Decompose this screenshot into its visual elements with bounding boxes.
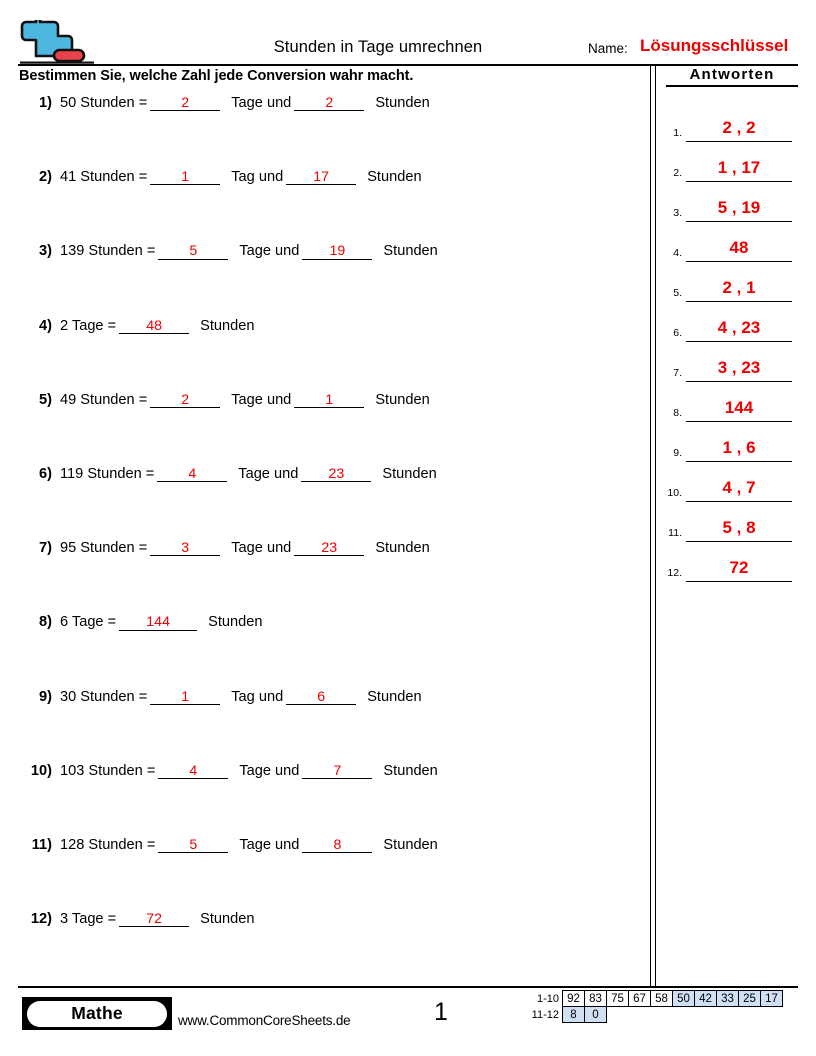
problem-connector: Tag und bbox=[231, 688, 284, 705]
answer-value: 4 , 7 bbox=[686, 478, 792, 502]
problem-row bbox=[18, 838, 638, 912]
problem-row bbox=[18, 764, 638, 838]
answer-row bbox=[660, 262, 800, 302]
answer-blank[interactable]: 2 bbox=[150, 96, 220, 111]
problem-connector: Tage und bbox=[231, 95, 292, 111]
answer-blank[interactable]: 5 bbox=[158, 838, 228, 853]
problem-unit: Stunden bbox=[383, 836, 438, 853]
answer-blank[interactable]: 1 bbox=[150, 690, 220, 705]
problem-prompt: 128 Stunden = bbox=[60, 836, 156, 853]
answer-number: 11. bbox=[668, 527, 682, 539]
answer-row bbox=[660, 102, 800, 142]
answer-number: 9. bbox=[673, 447, 682, 459]
problem-row bbox=[18, 912, 638, 986]
answer-blank[interactable]: 19 bbox=[302, 244, 372, 259]
instruction-text: Bestimmen Sie, welche Zahl jede Conversion wahr macht. bbox=[19, 68, 414, 84]
problem-number: 9) bbox=[39, 688, 52, 705]
answer-blank[interactable]: 23 bbox=[294, 541, 364, 556]
problem-connector: Tage und bbox=[231, 540, 292, 557]
problem-number: 4) bbox=[39, 317, 52, 334]
plus-minus-logo-icon bbox=[18, 20, 96, 64]
problem-number: 2) bbox=[39, 169, 52, 186]
problem-prompt: 95 Stunden = bbox=[60, 540, 148, 557]
problem-number: 6) bbox=[39, 465, 52, 482]
problem-number: 3) bbox=[39, 243, 52, 260]
score-cell: 50 bbox=[672, 990, 695, 1007]
problem-unit: Stunden bbox=[375, 391, 430, 408]
problem-unit: Stunden bbox=[200, 317, 255, 334]
answer-blank[interactable]: 4 bbox=[158, 764, 228, 779]
answer-number: 7. bbox=[673, 367, 682, 379]
page-number: 1 bbox=[434, 998, 448, 1026]
problem-number: 11) bbox=[31, 836, 52, 853]
answer-row bbox=[660, 542, 800, 582]
score-cell: 33 bbox=[716, 990, 739, 1007]
score-row bbox=[527, 991, 783, 1007]
problem-prompt: 119 Stunden = bbox=[60, 465, 155, 482]
score-cell: 83 bbox=[584, 990, 607, 1007]
answer-value: 72 bbox=[686, 558, 792, 582]
answer-blank[interactable]: 7 bbox=[302, 764, 372, 779]
problem-prompt: 103 Stunden = bbox=[60, 762, 156, 779]
problem-prompt: 2 Tage = bbox=[60, 317, 117, 334]
answer-number: 3. bbox=[673, 207, 682, 219]
problem-row bbox=[18, 319, 638, 393]
problem-unit: Stunden bbox=[383, 762, 438, 779]
answer-value: 3 , 23 bbox=[686, 358, 792, 382]
problem-unit: Stunden bbox=[208, 614, 263, 631]
answer-value: 4 , 23 bbox=[686, 318, 792, 342]
problem-unit: Stunden bbox=[367, 169, 422, 186]
problem-prompt: 30 Stunden = bbox=[60, 688, 148, 705]
score-range-label: 1-10 bbox=[536, 993, 559, 1005]
problem-prompt: 3 Tage = bbox=[60, 911, 117, 928]
subject-badge bbox=[22, 997, 172, 1030]
answer-number: 8. bbox=[673, 407, 682, 419]
problem-row bbox=[18, 541, 638, 615]
problem-unit: Stunden bbox=[200, 911, 255, 928]
score-range-label: 11-12 bbox=[531, 1009, 559, 1021]
score-cell: 25 bbox=[738, 990, 761, 1007]
answer-row bbox=[660, 182, 800, 222]
problem-number: 5) bbox=[39, 391, 52, 408]
problem-row bbox=[18, 170, 638, 244]
answer-value: 144 bbox=[686, 398, 792, 422]
answer-number: 1. bbox=[673, 127, 682, 139]
score-cell: 0 bbox=[584, 1006, 607, 1023]
answer-value: 5 , 8 bbox=[686, 518, 792, 542]
problem-unit: Stunden bbox=[382, 465, 437, 482]
answer-value: 2 , 1 bbox=[686, 278, 792, 302]
name-label: Name: bbox=[588, 41, 628, 56]
answer-blank[interactable]: 72 bbox=[119, 912, 189, 927]
answer-value: 48 bbox=[686, 238, 792, 262]
problem-connector: Tag und bbox=[231, 169, 284, 186]
problem-number: 7) bbox=[39, 540, 52, 557]
answer-blank[interactable]: 23 bbox=[301, 467, 371, 482]
score-row bbox=[527, 1007, 783, 1023]
problem-prompt: 41 Stunden = bbox=[60, 169, 148, 186]
answer-row bbox=[660, 222, 800, 262]
answer-list bbox=[660, 102, 800, 582]
answer-value: 2 , 2 bbox=[686, 118, 792, 142]
answer-blank[interactable]: 5 bbox=[158, 244, 228, 259]
problem-connector: Tage und bbox=[231, 391, 292, 408]
score-cell: 67 bbox=[628, 990, 651, 1007]
answer-row bbox=[660, 142, 800, 182]
problem-row bbox=[18, 615, 638, 689]
answer-blank[interactable]: 1 bbox=[294, 393, 364, 408]
answer-row bbox=[660, 342, 800, 382]
page-title: Stunden in Tage umrechnen bbox=[273, 38, 483, 56]
answer-value: 1 , 17 bbox=[686, 158, 792, 182]
answer-blank[interactable]: 1 bbox=[150, 170, 220, 185]
answer-row bbox=[660, 502, 800, 542]
problem-unit: Stunden bbox=[383, 243, 438, 260]
problem-connector: Tage und bbox=[238, 465, 299, 482]
problem-unit: Stunden bbox=[375, 540, 430, 557]
site-url: www.CommonCoreSheets.de bbox=[178, 1013, 351, 1028]
problem-row bbox=[18, 467, 638, 541]
answer-value: 5 , 19 bbox=[686, 198, 792, 222]
answer-value: 1 , 6 bbox=[686, 438, 792, 462]
problem-prompt: 49 Stunden = bbox=[60, 391, 148, 408]
score-cell: 8 bbox=[562, 1006, 585, 1023]
scoring-table bbox=[527, 991, 783, 1023]
answer-row bbox=[660, 422, 800, 462]
problem-connector: Tage und bbox=[239, 243, 300, 260]
answer-blank[interactable]: 4 bbox=[157, 467, 227, 482]
answer-key-badge: Lösungsschlüssel bbox=[640, 36, 789, 55]
problem-number: 10) bbox=[30, 762, 52, 779]
score-cell: 75 bbox=[606, 990, 629, 1007]
page-header bbox=[18, 18, 798, 64]
problem-prompt: 50 Stunden = bbox=[60, 95, 148, 111]
footer-divider-rule bbox=[18, 986, 798, 988]
answer-blank[interactable]: 48 bbox=[119, 319, 189, 334]
score-cell: 58 bbox=[650, 990, 673, 1007]
answer-blank[interactable]: 2 bbox=[294, 96, 364, 111]
problem-row bbox=[18, 690, 638, 764]
answer-number: 12. bbox=[667, 567, 682, 579]
answer-key-column bbox=[660, 66, 800, 582]
column-divider bbox=[650, 66, 656, 986]
answer-blank[interactable]: 144 bbox=[119, 615, 197, 630]
answer-number: 4. bbox=[673, 247, 682, 259]
subject-badge-label: Mathe bbox=[27, 1001, 167, 1027]
problem-number: 8) bbox=[39, 614, 52, 631]
answer-blank[interactable]: 8 bbox=[302, 838, 372, 853]
answer-row bbox=[660, 302, 800, 342]
answer-number: 10. bbox=[667, 487, 682, 499]
score-cell: 17 bbox=[760, 990, 783, 1007]
answer-number: 2. bbox=[673, 167, 682, 179]
problem-list bbox=[18, 96, 638, 986]
answer-row bbox=[660, 382, 800, 422]
problem-number: 1) bbox=[39, 95, 52, 111]
answer-row bbox=[660, 462, 800, 502]
answer-blank[interactable]: 2 bbox=[150, 393, 220, 408]
problem-row bbox=[18, 393, 638, 467]
problem-row bbox=[18, 244, 638, 318]
problem-connector: Tage und bbox=[239, 836, 300, 853]
problem-prompt: 139 Stunden = bbox=[60, 243, 156, 260]
problem-unit: Stunden bbox=[375, 95, 430, 111]
problem-connector: Tage und bbox=[239, 762, 300, 779]
score-cell: 42 bbox=[694, 990, 717, 1007]
answer-number: 5. bbox=[673, 287, 682, 299]
answer-number: 6. bbox=[673, 327, 682, 339]
problem-prompt: 6 Tage = bbox=[60, 614, 117, 631]
problem-row bbox=[18, 96, 638, 170]
answers-heading: Antworten bbox=[666, 66, 798, 87]
answer-blank[interactable]: 3 bbox=[150, 541, 220, 556]
score-cell: 92 bbox=[562, 990, 585, 1007]
answer-blank[interactable]: 6 bbox=[286, 690, 356, 705]
answer-blank[interactable]: 17 bbox=[286, 170, 356, 185]
problem-unit: Stunden bbox=[367, 688, 422, 705]
problem-number: 12) bbox=[30, 911, 52, 928]
